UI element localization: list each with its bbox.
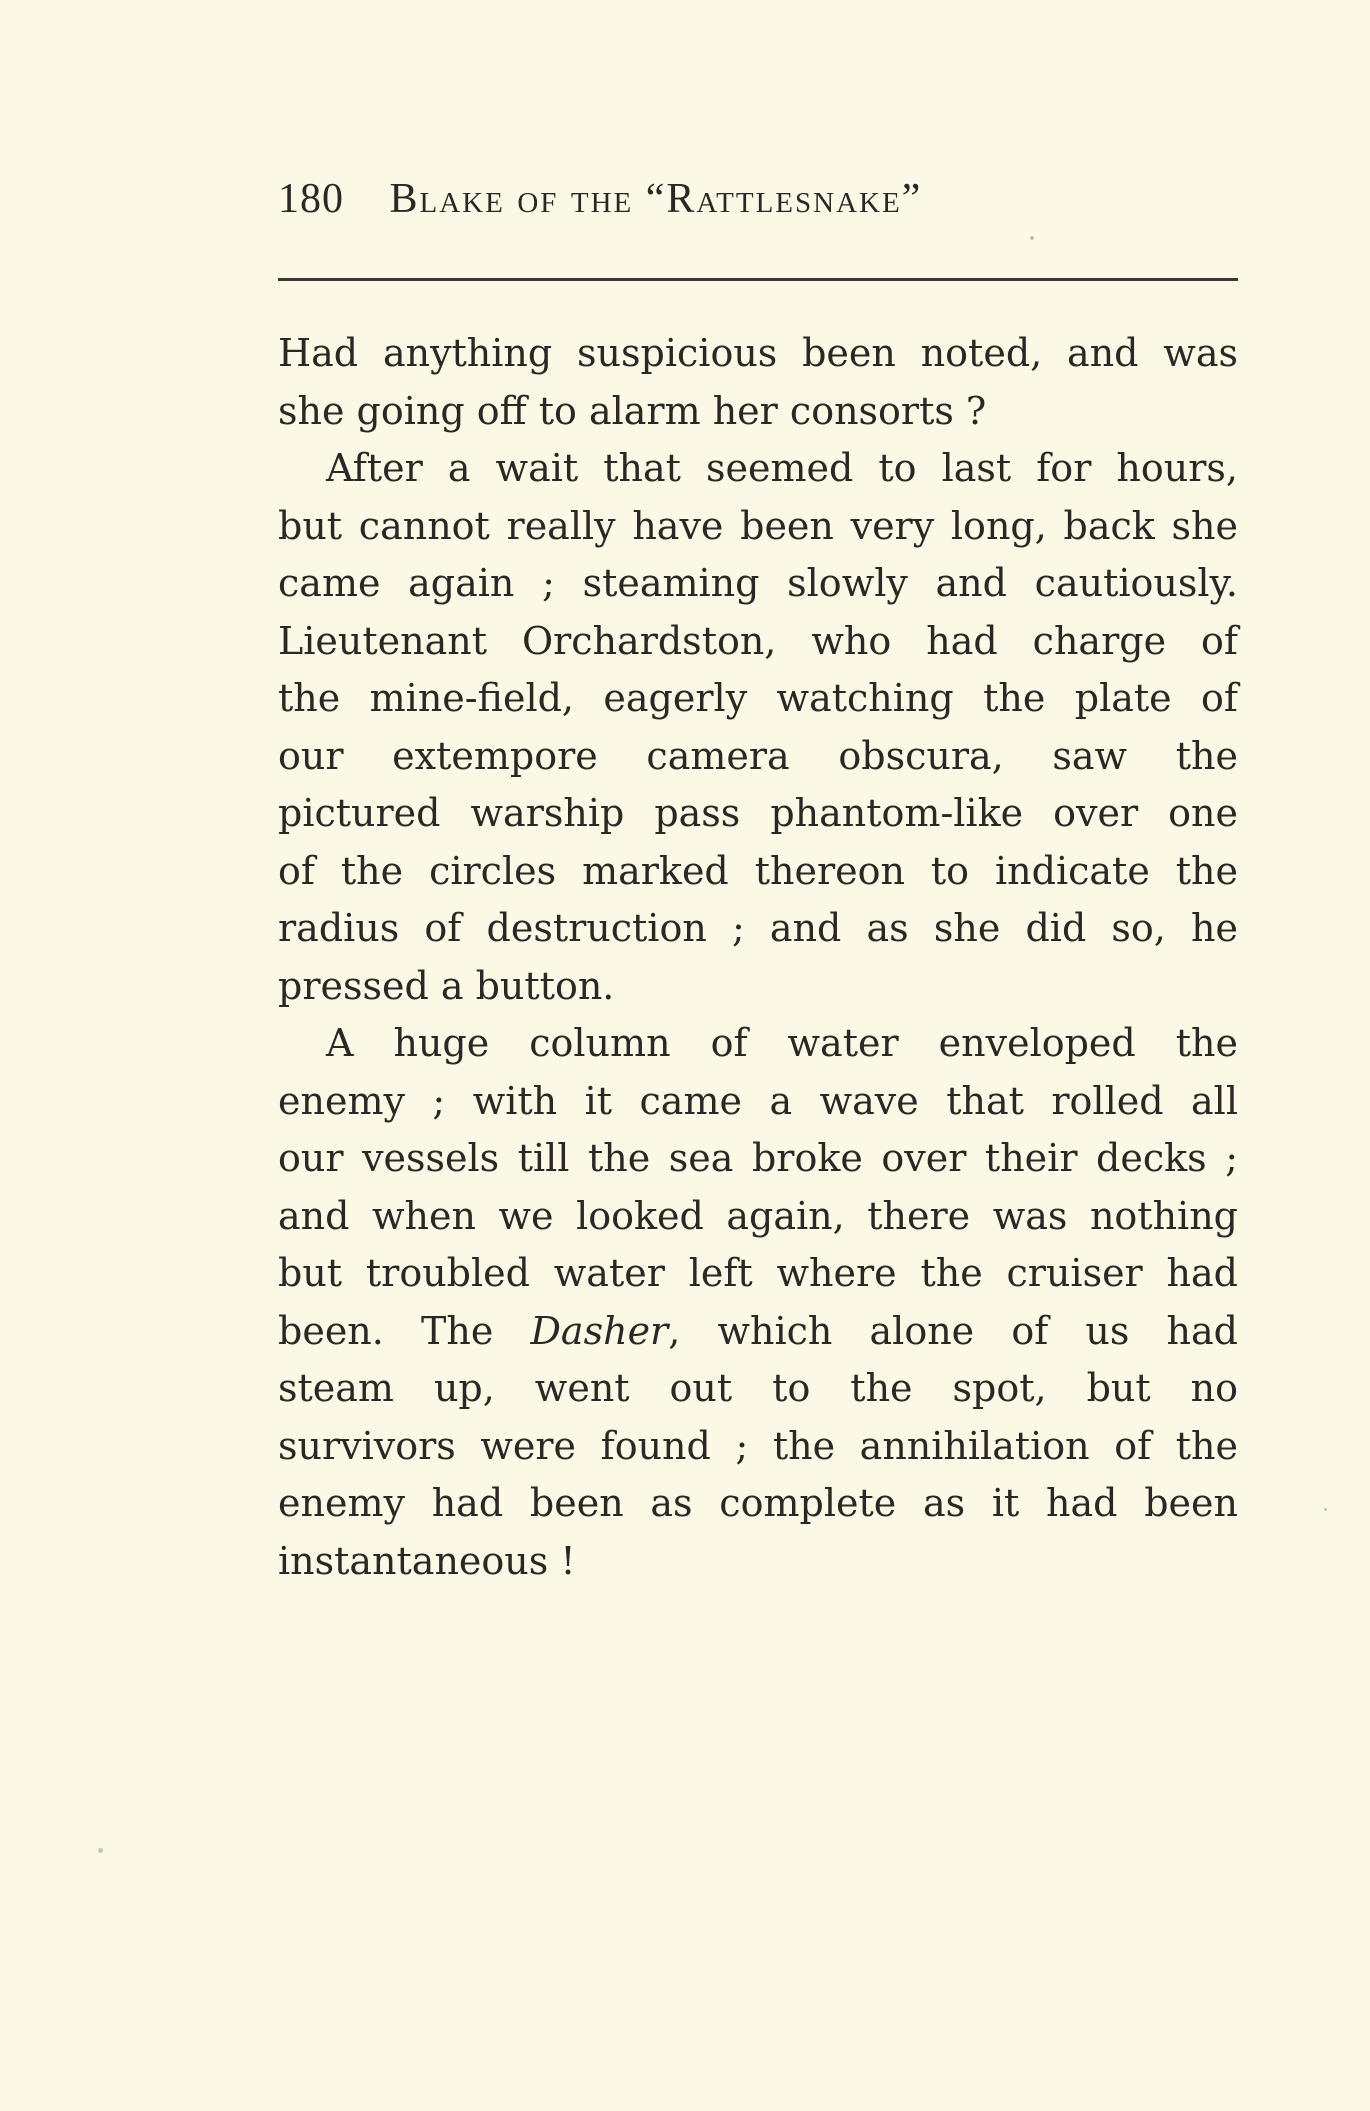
- text-line-18-end: , which alone of us had: [668, 1308, 1238, 1353]
- text-line-17: but troubled water left where the cruiser had: [278, 1251, 1238, 1295]
- text-line-22: instantaneous !: [278, 1538, 576, 1583]
- header-rule: [278, 278, 1238, 281]
- text-line-2: she going off to alarm her consorts ?: [278, 388, 987, 433]
- running-head: [278, 178, 1238, 220]
- running-title: Blake of the “Rattlesnake”: [389, 176, 923, 222]
- body-text: [278, 325, 1238, 1590]
- text-line-6: Lieutenant Orchardston, who had charge of: [278, 618, 1238, 663]
- ship-name-dasher: Dasher: [530, 1308, 669, 1353]
- page-number: 180: [278, 176, 344, 222]
- text-line-18-start: been. The: [278, 1308, 531, 1353]
- text-line-13: A huge column of water enveloped the: [326, 1021, 1238, 1065]
- text-line-15: our vessels till the sea broke over their decks ;: [278, 1136, 1238, 1180]
- text-line-1: Had anything suspicious been noted, and was: [278, 331, 1238, 375]
- text-line-7: the mine-field, eagerly watching the plate of: [278, 676, 1238, 720]
- text-line-21: enemy had been as complete as it had been: [278, 1481, 1238, 1525]
- text-line-20: survivors were found ; the annihilation of the: [278, 1423, 1238, 1468]
- text-line-11: radius of destruction ; and as she did so, he: [278, 906, 1238, 950]
- paper-speck: [98, 1848, 103, 1853]
- text-line-18: [278, 1303, 1238, 1361]
- text-line-19: steam up, went out to the spot, but no: [278, 1366, 1238, 1410]
- text-line-3: After a wait that seemed to last for hours,: [326, 446, 1238, 490]
- text-line-14: enemy ; with it came a wave that rolled all: [278, 1078, 1238, 1123]
- text-line-5: came again ; steaming slowly and cautiously.: [278, 561, 1238, 605]
- paper-speck: [1324, 1508, 1327, 1511]
- paper-speck: [1030, 236, 1034, 240]
- text-line-10: of the circles marked thereon to indicate the: [278, 848, 1238, 893]
- text-line-8: our extempore camera obscura, saw the: [278, 733, 1238, 778]
- text-line-16: and when we looked again, there was nothing: [278, 1193, 1238, 1238]
- text-line-9: pictured warship pass phantom-like over one: [278, 791, 1238, 835]
- text-line-4: but cannot really have been very long, back she: [278, 503, 1238, 548]
- text-line-12: pressed a button.: [278, 963, 615, 1008]
